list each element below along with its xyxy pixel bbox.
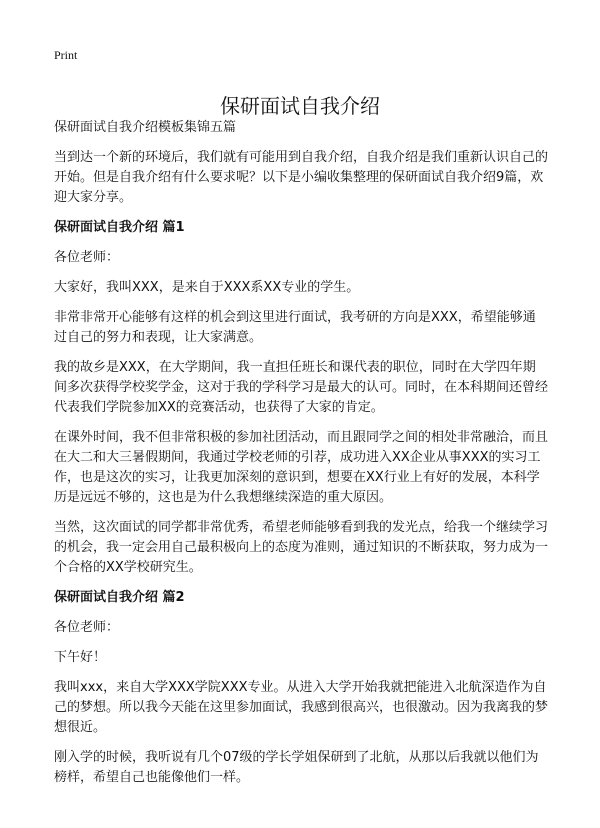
intro-paragraph: 当到达一个新的环境后，我们就有可能用到自我介绍，自我介绍是我们重新认识自己的开始。但是自我介绍有什么要求呢？以下是小编收集整理的保研面试自我介绍9篇，欢迎大家分享。 bbox=[54, 150, 549, 205]
section-heading: 保研面试自我介绍 篇1 bbox=[54, 220, 185, 235]
paragraph: 各位老师： bbox=[54, 620, 120, 635]
paragraph: 在课外时间，我不但非常积极的参加社团活动，而且跟同学之间的相处非常融洽，而且在大二和大三暑假期间，我通过学校老师的引荐，成功进入XX企业从事XXX的实习工作，也是这次的实习，让我更加深刻的意识到，想要在XX行业上有好的发展，本科学历是远远不够的，这也是为什么我想继续深造的重大原因。 bbox=[54, 430, 549, 505]
paragraph: 大家好，我叫XXX，是来自于XXX系XX专业的学生。 bbox=[54, 280, 360, 295]
document-body bbox=[54, 118, 548, 798]
page-title: 保研面试自我介绍 bbox=[220, 94, 380, 119]
section-2 bbox=[54, 588, 548, 788]
section-heading: 保研面试自我介绍 篇2 bbox=[54, 590, 185, 605]
paragraph: 我叫xxx，来自大学XXX学院XXX专业。从进入大学开始我就把能进入北航深造作为自己的梦想。所以我今天能在这里参加面试，我感到很高兴，也很激动。因为我离我的梦想很近。 bbox=[54, 680, 549, 735]
paragraph: 各位老师： bbox=[54, 250, 120, 265]
paragraph: 我的故乡是XXX，在大学期间，我一直担任班长和课代表的职位，同时在大学四年期间多次获得学校奖学金，这对于我的学科学习是最大的认可。同时，在本科期间还曾经代表我们学院参加XX的竞赛活动，也获得了大家的肯定。 bbox=[54, 360, 549, 415]
paragraph: 当然，这次面试的同学都非常优秀，希望老师能够看到我的发光点，给我一个继续学习的机会，我一定会用自己最积极向上的态度为准则，通过知识的不断获取，努力成为一个合格的XX学校研究生。 bbox=[54, 520, 549, 575]
paragraph: 刚入学的时候，我听说有几个07级的学长学姐保研到了北航，从那以后我就以他们为榜样，希望自己也能像他们一样。 bbox=[54, 750, 539, 785]
paragraph: 非常非常开心能够有这样的机会到这里进行面试，我考研的方向是XXX，希望能够通过自己的努力和表现，让大家满意。 bbox=[54, 310, 536, 345]
subtitle: 保研面试自我介绍模板集锦五篇 bbox=[54, 120, 237, 135]
section-1 bbox=[54, 218, 548, 578]
print-label[interactable]: Print bbox=[54, 48, 78, 62]
paragraph: 下午好！ bbox=[54, 650, 107, 665]
